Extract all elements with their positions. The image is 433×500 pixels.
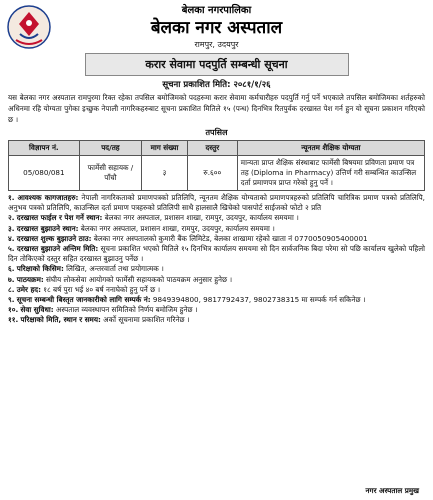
intro-paragraph: यस बेलका नगर अस्पताल रामपुरमा रिक्त रहेका तपसिल बमोजिमको पदहरुमा करार सेवामा कर्मचारीहरु पदपुर्ति गर्नु पर्ने भएकाले तपसिल बमोजिमका शर्तहरुको अधिनमा रहि योग्यता पुगेका इच्छुक नेपाली नागरिकहरुबाट सूचना प्रकाशित मितिले १५ (पन्ध) दिनभित्र रितपुर्वक दरखास्त पेश गर्न हुन यो सूचना प्रकाशन गरिएको छ । [8,93,425,124]
signature-title: नगर अस्पताल प्रमुख [365,486,419,495]
conditions-list [8,193,425,326]
col-fee: दस्तुर [187,141,237,156]
municipality-name: बेलका नगरपालिका [181,5,252,16]
list-item: ९. सूचना सम्बन्धी बिस्तृत जानकारीको लागि सम्पर्क नं: 9849394800, 9817792437, 9802738315 मा सम्पर्क गर्न सकिनेछ । [8,295,366,305]
table-row [9,156,425,191]
cell-qualification: मान्यता प्राप्त शैक्षिक संस्थाबाट फार्मेसी बिषयमा प्रविणता प्रमाण पत्र तह (Diploma in Pharmacy) उत्तिर्ण गरी सम्बन्धित काउन्सिल दर्ता प्रमाणपत्र प्राप्त गरेको हुनु पर्ने । [237,156,424,191]
cell-count: ३ [142,156,188,191]
vacancy-table [8,140,425,191]
list-item: ११. परिक्षाको मिति, स्थान र समय: अर्को सूचनामा प्रकाशित गरिनेछ । [8,315,190,325]
list-item: १. आवश्यक कागजातहरु: नेपाली नागरिकताको प्रमाणपत्रको प्रतिलिपि, न्यूनतम शैक्षिक योग्यताको प्रमाणपत्रहरुको प्रतिलिपि चारित्रिक प्रमाण पत्रको प्रतिलिपि, अनुभव पत्रको प्रतिलिपि, काउन्सिल दर्ता प्रमाण पत्रहरुको प्रतिलिपी साथै हालसालै खिचेको पासपोर्ट साईजको फोटो २ प्रति [8,193,425,213]
list-item: १०. सेवा सुविधा: अस्पताल व्यवस्थापन समितिको निर्णय बमोजिम हुनेछ । [8,305,198,315]
nepal-emblem-icon [6,4,52,50]
cell-post: फार्मेसी सहायक /पाँचौ [79,156,141,191]
letterhead [8,4,425,50]
col-post: पद/तह [79,141,141,156]
col-qualification: न्यूनतम शैक्षिक योग्यता [237,141,424,156]
published-date: सूचना प्रकाशित मिति: २०८१/१/२६ [162,80,271,90]
cell-adv-no: 05/080/081 [9,156,80,191]
notice-title: करार सेवामा पदपुर्ति सम्बन्धी सूचना [85,53,349,76]
hospital-address: रामपुर, उदयपुर [194,40,239,49]
table-caption: तपसिल [205,128,228,137]
list-item: ८. उमेर हद: १८ बर्ष पुरा भई ४० बर्ष ननाघेको हुनु पर्ने छ । [8,284,161,294]
list-item: ७. पाठयक्रम: संघीय लोकसेवा आयोगको फार्मेसी सहायकको पाठयक्रम अनुसार हुनेछ । [8,274,233,284]
list-item: ६. परिक्षाको किसिम: लिखित, अन्तरवार्ता तथा प्रयोगात्मक । [8,264,164,274]
list-item: ३. दरखास्त बुझाउने स्थान: बेलका नगर अस्पताल, प्रशासन शाखा, रामपुर, उदयपुर, कार्यालय समयमा । [8,223,275,233]
table-header-row [9,141,425,156]
col-count: माग संख्या [142,141,188,156]
col-adv-no: विज्ञापन नं. [9,141,80,156]
hospital-name: बेलका नगर अस्पताल [150,18,283,38]
list-item: २. दरखास्त फाईल र पेश गर्ने स्थान: बेलका नगर अस्पताल, प्रशासन शाखा, रामपुर, उदयपुर, कार्यालय समयमा । [8,213,299,223]
list-item: ४. दरखास्त शुल्क बुझाउने ठाउ: बेलका नगर अस्पतालको कुमारी बैंक लिमिटेड, बेलका शाखामा रहेको खाता नं 0770050905400001 [8,233,368,243]
cell-fee: रु.६०० [187,156,237,191]
list-item: ५. दरखास्त बुझाउने अन्तिम मिति: सूचना प्रकाशित भएको मितिले १५ दिनभित्र कार्यालय समयमा सो दिन सार्वजनिक बिदा परेमा सो पछि कार्यालय खुलेको पहिलो दिन तोकिएको दस्तुर सहित दरखास्त बुझाउनु पर्नेछ । [8,244,425,264]
